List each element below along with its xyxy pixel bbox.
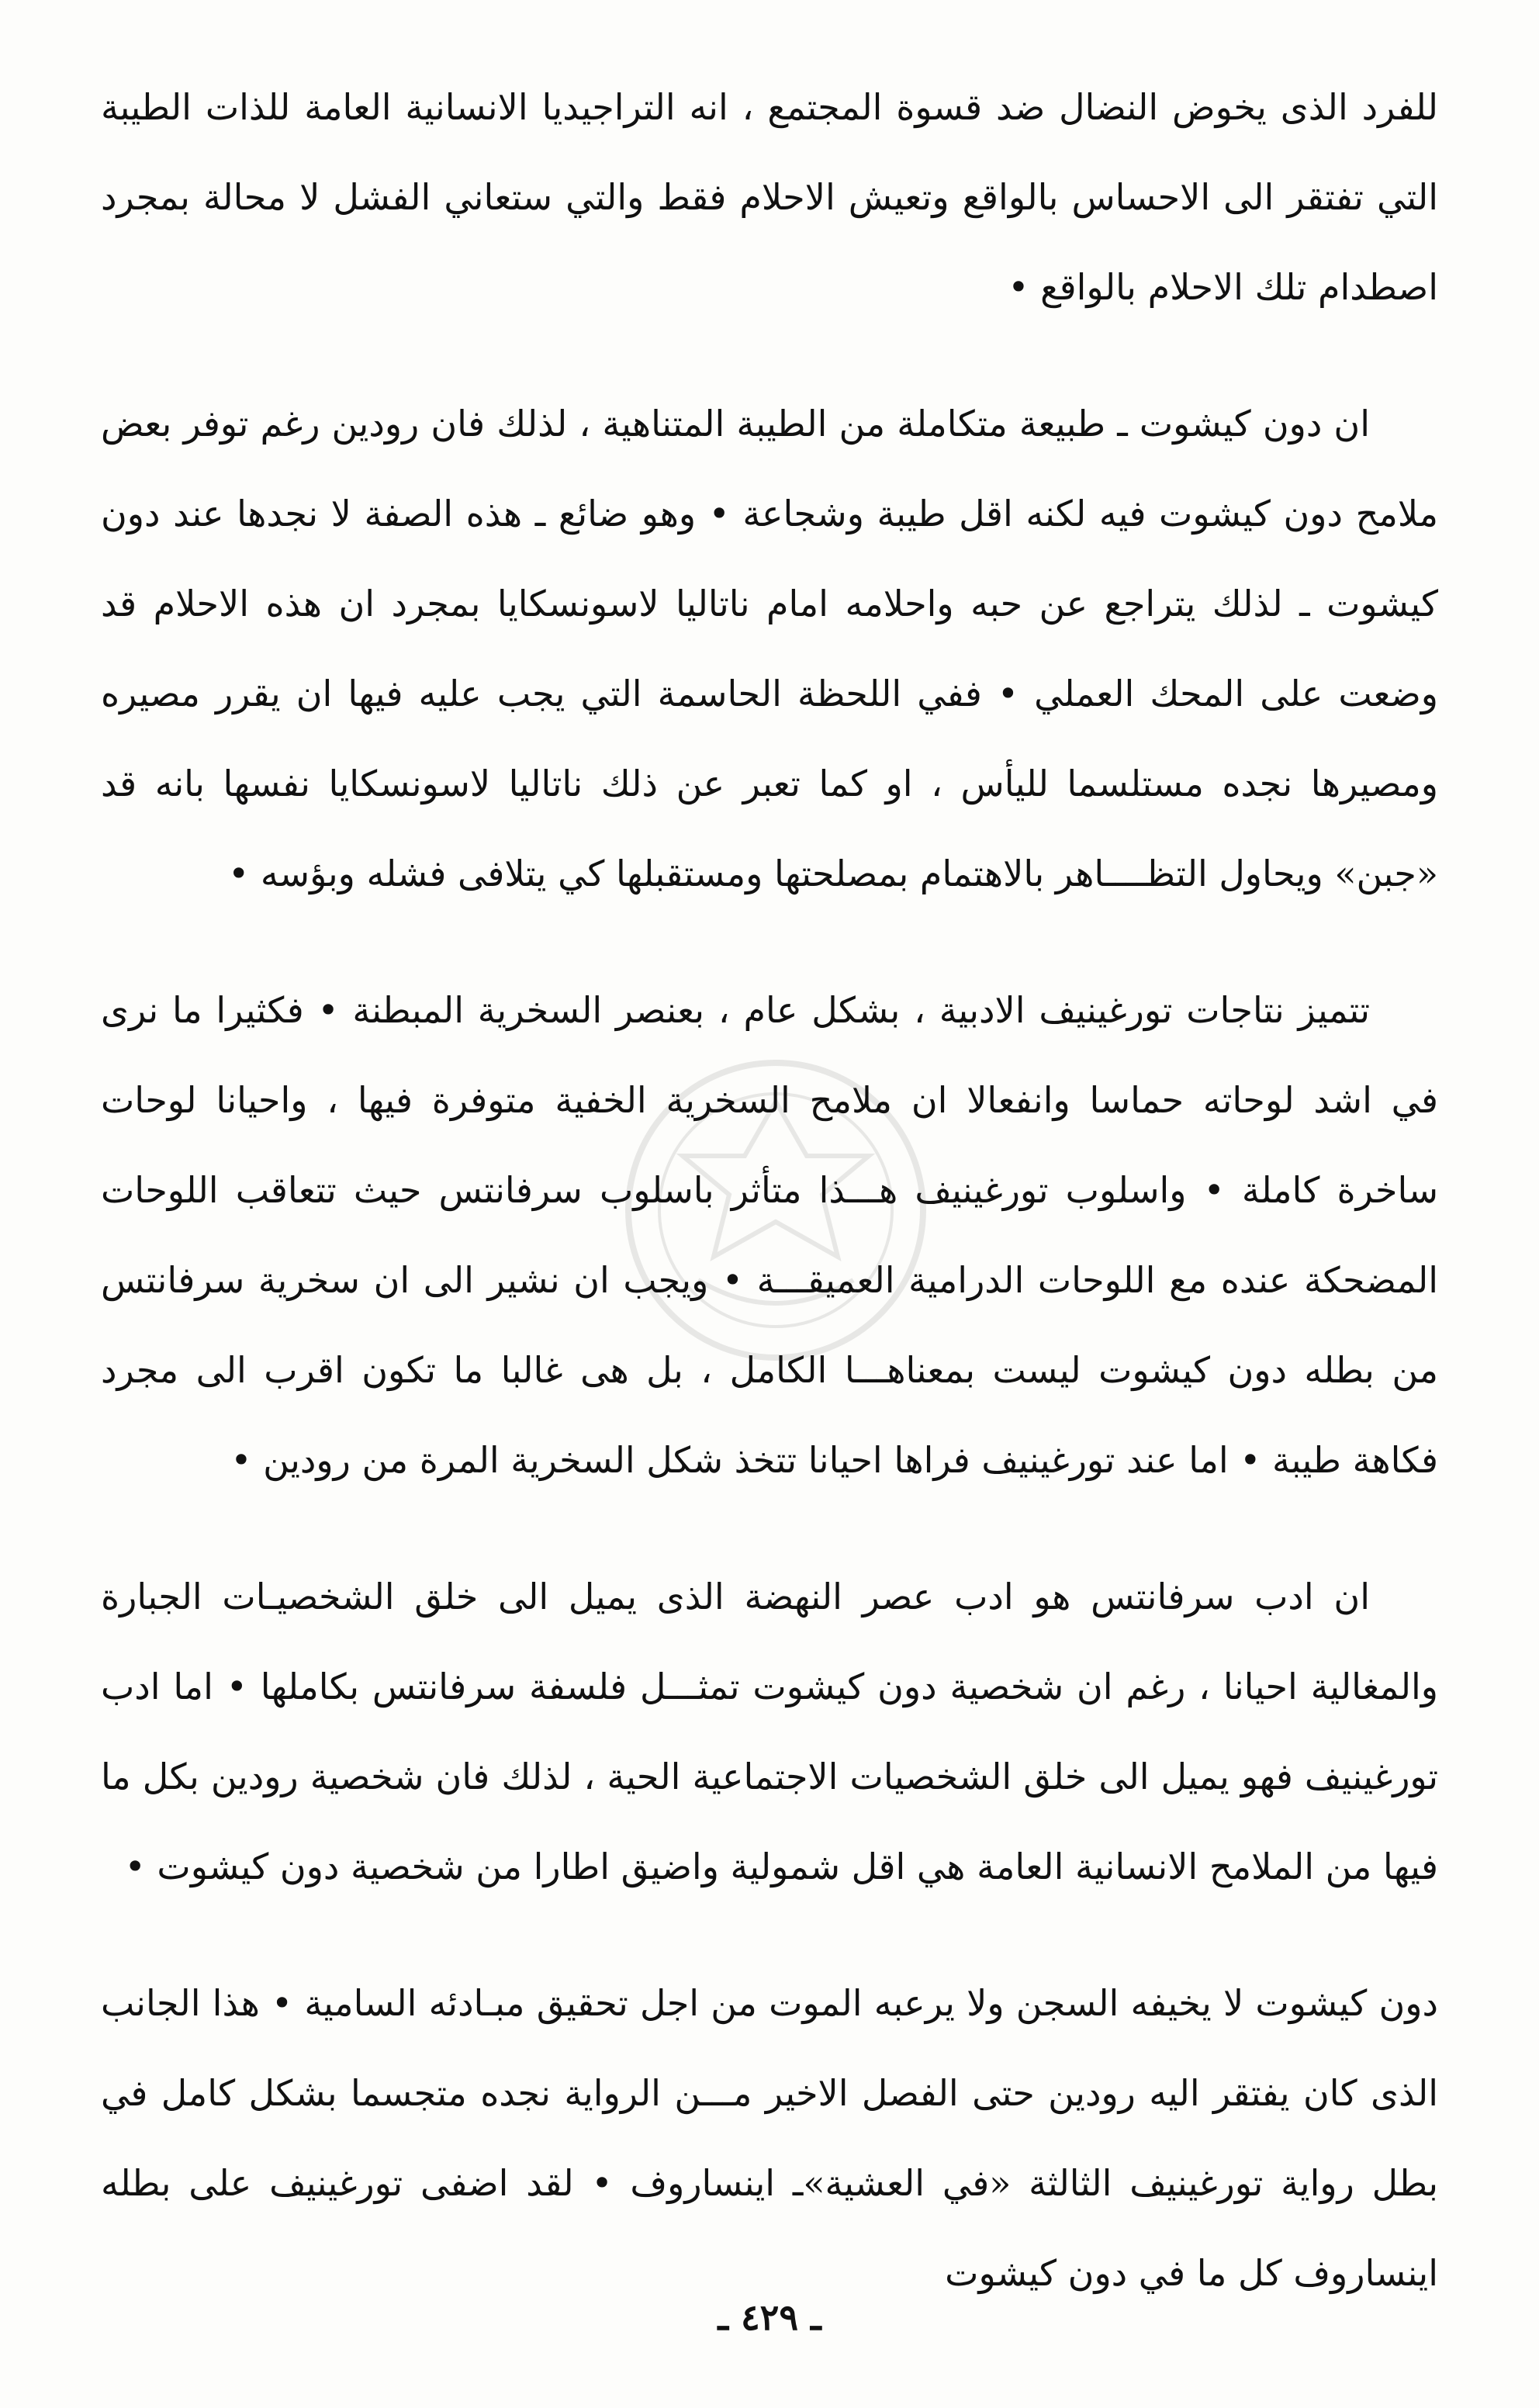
paragraph: ان ادب سرفانتس هو ادب عصر النهضة الذى يميل الى خلق الشخصيـات الجبارة والمغالية احيانا ، رغم ان شخصية دون كيشوت تمثـــل فلسفة سرفانتس بكاملها • اما ادب تورغينيف فهو يميل الى خلق الشخصيات الاجتماعية الحية ، لذلك فان شخصية رودين بكل ما فيها من الملامح الانسانية العامة هي اقل شمولية واضيق اطارا من شخصية دون كيشوت • — [101, 1576, 1438, 1887]
paragraph: للفرد الذى يخوض النضال ضد قسوة المجتمع ، انه التراجيديا الانسانية العامة للذات الطيبة التي تفتقر الى الاحساس بالواقع وتعيش الاحلام فقط والتي ستعاني الفشل لا محالة بمجرد اصطدام تلك الاحلام بالواقع • — [101, 86, 1438, 308]
paragraph: تتميز نتاجات تورغينيف الادبية ، بشكل عام ، بعنصر السخرية المبطنة • فكثيرا ما نرى في اشد لوحاته حماسا وانفعالا ان ملامح السخرية الخفية متوفرة فيها ، واحيانا لوحات ساخرة كاملة • واسلوب تورغينيف هـــذا متأثر باسلوب سرفانتس حيث تتعاقب اللوحات المضحكة عنده مع اللوحات الدرامية العميقـــة • ويجب ان نشير الى ان سخرية سرفانتس من بطله دون كيشوت ليست بمعناهـــا الكامل ، بل هى غالبا ما تكون اقرب الى مجرد فكاهة طيبة • اما عند تورغينيف فراها احيانا تتخذ شكل السخرية المرة من رودين • — [101, 989, 1438, 1481]
paragraph: ان دون كيشوت ـ طبيعة متكاملة من الطيبة المتناهية ، لذلك فان رودين رغم توفر بعض ملامح دون كيشوت فيه لكنه اقل طيبة وشجاعة • وهو ضائع ـ هذه الصفة لا نجدها عند دون كيشوت ـ لذلك يتراجع عن حبه واحلامه امام ناتاليا لاسونسكايا بمجرد ان هذه الاحلام قد وضعت على المحك العملي • ففي اللحظة الحاسمة التي يجب عليه فيها ان يقرر مصيره ومصيرها نجده مستلسما لليأس ، او كما تعبر عن ذلك ناتاليا لاسونسكايا نفسها بانه قد «جبن» ويحاول التظــــاهر بالاهتمام بمصلحتها ومستقبلها كي يتلافى فشله وبؤسه • — [101, 403, 1438, 894]
body-text — [101, 62, 1438, 2365]
paragraph: دون كيشوت لا يخيفه السجن ولا يرعبه الموت من اجل تحقيق مبـادئه السامية • هذا الجانب الذى كان يفتقر اليه رودين حتى الفصل الاخير مـــن الرواية نجده متجسما بشكل كامل في بطل رواية تورغينيف الثالثة «في العشية»ـ اينساروف • لقد اضفى تورغينيف على بطله اينساروف كل ما في دون كيشوت — [101, 1982, 1438, 2294]
page-number: ـ ٤٢٩ ـ — [718, 2296, 821, 2338]
